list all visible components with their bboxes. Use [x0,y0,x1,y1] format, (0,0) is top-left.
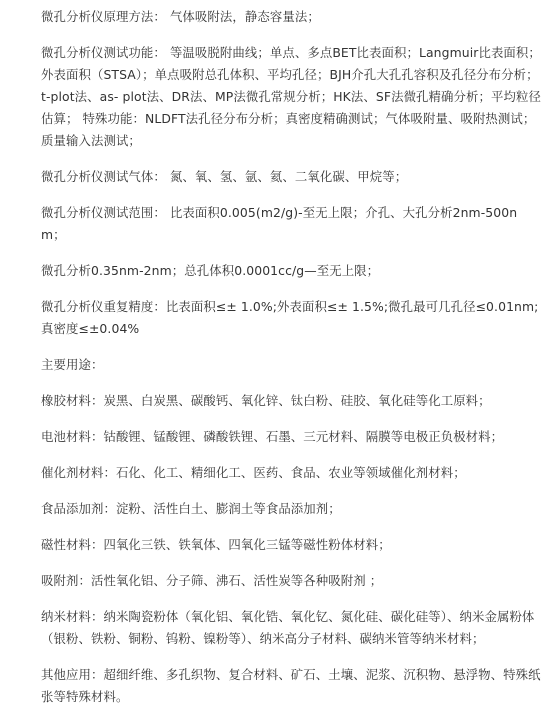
repeatability-paragraph: 微孔分析仪重复精度：比表面积≤± 1.0%;外表面积≤± 1.5%;微孔最可几孔径≤0.01nm;真密度≤±0.04% [41,299,539,336]
main-uses-heading: 主要用途： [41,357,104,372]
test-range-paragraph: 微孔分析仪测试范围： 比表面积0.005(m2/g)-至无上限；介孔、大孔分析2nm-500nm； [41,205,518,242]
magnetic-materials-paragraph: 磁性材料：四氧化三铁、铁氧体、四氧化三锰等磁性粉体材料； [41,537,391,552]
rubber-materials-paragraph: 橡胶材料：炭黑、白炭黑、碳酸钙、氧化锌、钛白粉、硅胶、氧化硅等化工原料； [41,393,491,408]
battery-materials-paragraph: 电池材料：钴酸锂、锰酸锂、磷酸铁锂、石墨、三元材料、隔膜等电极正负极材料； [41,429,504,444]
principle-method-paragraph: 微孔分析仪原理方法： 气体吸附法，静态容量法； [41,9,320,24]
other-applications-paragraph: 其他应用：超细纤维、多孔织物、复合材料、矿石、土壤、泥浆、沉积物、悬浮物、特殊纸张等特殊材料。 [41,667,541,704]
micropore-range-paragraph: 微孔分析0.35nm-2nm；总孔体积0.0001cc/g—至无上限； [41,263,380,278]
food-additives-paragraph: 食品添加剂：淀粉、活性白土、膨润土等食品添加剂； [41,501,341,516]
test-gases-paragraph: 微孔分析仪测试气体： 氮、氧、氢、氩、氦、二氧化碳、甲烷等； [41,169,408,184]
adsorbents-paragraph: 吸附剂：活性氧化铝、分子筛、沸石、活性炭等各种吸附剂 ； [41,573,383,588]
test-functions-paragraph: 微孔分析仪测试功能： 等温吸脱附曲线；单点、多点BET比表面积；Langmuir比表面积；外表面积（STSA）；单点吸附总孔体积、平均孔径；BJH介孔大孔孔容积及孔径分布分析；t-plot法、as- plot法、DR法、MP法微孔常规分析；HK法、SF法微孔精确分析；平均粒径估算； 特殊功能：NLDFT法孔径分布分析；真密度精确测试；气体吸附量、吸附热测试；质量输入法测试； [41,45,541,148]
nano-materials-paragraph: 纳米材料：纳米陶瓷粉体（氧化铝、氧化锆、氧化钇、氮化硅、碳化硅等）、纳米金属粉体（银粉、铁粉、铜粉、钨粉、镍粉等）、纳米高分子材料、碳纳米管等纳米材料； [41,609,535,646]
catalyst-materials-paragraph: 催化剂材料：石化、化工、精细化工、医药、食品、农业等领域催化剂材料； [41,465,466,480]
document-body [41,6,541,722]
